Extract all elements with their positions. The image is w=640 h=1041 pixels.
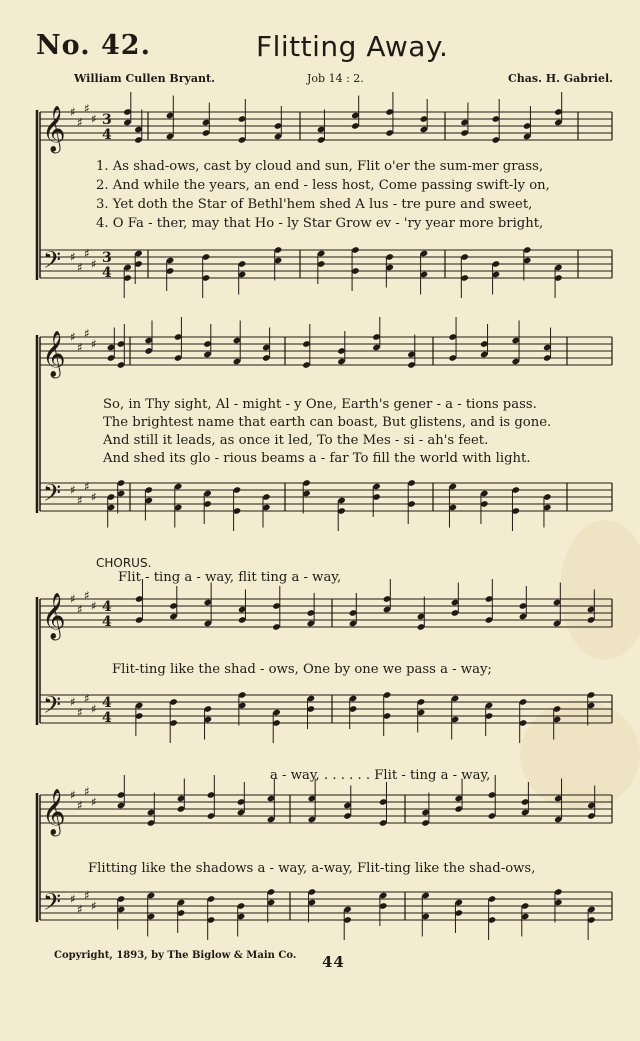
sharp-sign: ♯ <box>70 695 76 709</box>
sharp-sign: ♯ <box>77 260 83 275</box>
sharp-sign: ♯ <box>84 326 90 341</box>
time-signature-bottom: 4 <box>102 614 112 630</box>
verse-2-line-2: The brightest name that earth can boast, But glistens, and is gone. <box>103 415 552 430</box>
lyricist: William Cullen Bryant. <box>74 72 215 85</box>
sharp-sign: ♯ <box>70 483 76 497</box>
sharp-sign: ♯ <box>77 902 83 917</box>
copyright-notice: Copyright, 1893, by The Biglow & Main Co. <box>54 950 297 961</box>
sharp-sign: ♯ <box>70 892 76 906</box>
scripture-reference: Job 14 : 2. <box>307 72 364 85</box>
sharp-sign: ♯ <box>70 250 76 264</box>
sharp-sign: ♯ <box>84 479 90 494</box>
sharp-sign: ♯ <box>70 105 76 119</box>
sharp-sign: ♯ <box>91 899 97 913</box>
sharp-sign: ♯ <box>84 588 90 603</box>
verse-4-line-2: And shed its glo - rious beams a - far To fill the world with light. <box>103 451 531 466</box>
sharp-sign: ♯ <box>91 257 97 271</box>
sharp-sign: ♯ <box>77 493 83 508</box>
treble-clef-icon: 𝄞 <box>42 593 66 639</box>
sharp-sign: ♯ <box>84 101 90 116</box>
composer: Chas. H. Gabriel. <box>508 72 613 85</box>
sharp-sign: ♯ <box>77 115 83 130</box>
time-signature-bottom: 4 <box>102 127 112 143</box>
chorus-line-1-upper: Flit - ting a - way, flit ting a - way, <box>118 570 342 585</box>
sharp-sign: ♯ <box>70 330 76 344</box>
sharp-sign: ♯ <box>70 592 76 606</box>
chorus-label: CHORUS. <box>96 556 152 570</box>
sharp-sign: ♯ <box>91 490 97 504</box>
sharp-sign: ♯ <box>84 691 90 706</box>
treble-clef-icon: 𝄞 <box>42 106 66 152</box>
page-number: 44 <box>322 953 345 971</box>
sharp-sign: ♯ <box>70 788 76 802</box>
time-signature-top: 3 <box>102 112 112 128</box>
chorus-line-2-lower: Flitting like the shadows a - way, a-way, Flit-ting like the shad-ows, <box>88 861 536 876</box>
time-signature-bottom: 4 <box>102 710 112 726</box>
bass-clef-icon: 𝄢 <box>43 479 62 512</box>
sharp-sign: ♯ <box>77 602 83 617</box>
sharp-sign: ♯ <box>77 798 83 813</box>
hymn-title: Flitting Away. <box>256 30 449 63</box>
sharp-sign: ♯ <box>91 795 97 809</box>
sharp-sign: ♯ <box>84 784 90 799</box>
verse-3-line-1: 3. Yet doth the Star of Bethl'hem shed A lus - tre pure and sweet, <box>96 197 533 212</box>
sharp-sign: ♯ <box>84 888 90 903</box>
treble-clef-icon: 𝄞 <box>42 331 66 377</box>
time-signature-top: 4 <box>102 599 112 615</box>
verse-1-line-2: So, in Thy sight, Al - might - y One, Earth's gener - a - tions pass. <box>103 397 537 412</box>
hymn-number: No. 42. <box>36 30 151 61</box>
treble-clef-icon: 𝄞 <box>42 789 66 835</box>
time-signature-top: 4 <box>102 695 112 711</box>
sharp-sign: ♯ <box>77 340 83 355</box>
verse-1-line-1: 1. As shad-ows, cast by cloud and sun, Flit o'er the sum-mer grass, <box>96 159 544 174</box>
sharp-sign: ♯ <box>77 705 83 720</box>
bass-clef-icon: 𝄢 <box>43 888 62 921</box>
sharp-sign: ♯ <box>91 702 97 716</box>
bass-clef-icon: 𝄢 <box>43 246 62 279</box>
sharp-sign: ♯ <box>84 246 90 261</box>
sharp-sign: ♯ <box>91 337 97 351</box>
chorus-line-2-upper: a - way, . . . . . . Flit - ting a - way, <box>270 768 491 783</box>
verse-3-line-2: And still it leads, as once it led, To the Mes - si - ah's feet. <box>103 433 489 448</box>
time-signature-top: 3 <box>102 250 112 266</box>
sharp-sign: ♯ <box>91 112 97 126</box>
verse-2-line-1: 2. And while the years, an end - less host, Come passing swift-ly on, <box>96 178 550 193</box>
chorus-line-1-lower: Flit-ting like the shad - ows, One by one we pass a - way; <box>112 662 492 677</box>
sharp-sign: ♯ <box>91 599 97 613</box>
bass-clef-icon: 𝄢 <box>43 691 62 724</box>
verse-4-line-1: 4. O Fa - ther, may that Ho - ly Star Grow ev - 'ry year more bright, <box>96 216 544 231</box>
time-signature-bottom: 4 <box>102 265 112 281</box>
